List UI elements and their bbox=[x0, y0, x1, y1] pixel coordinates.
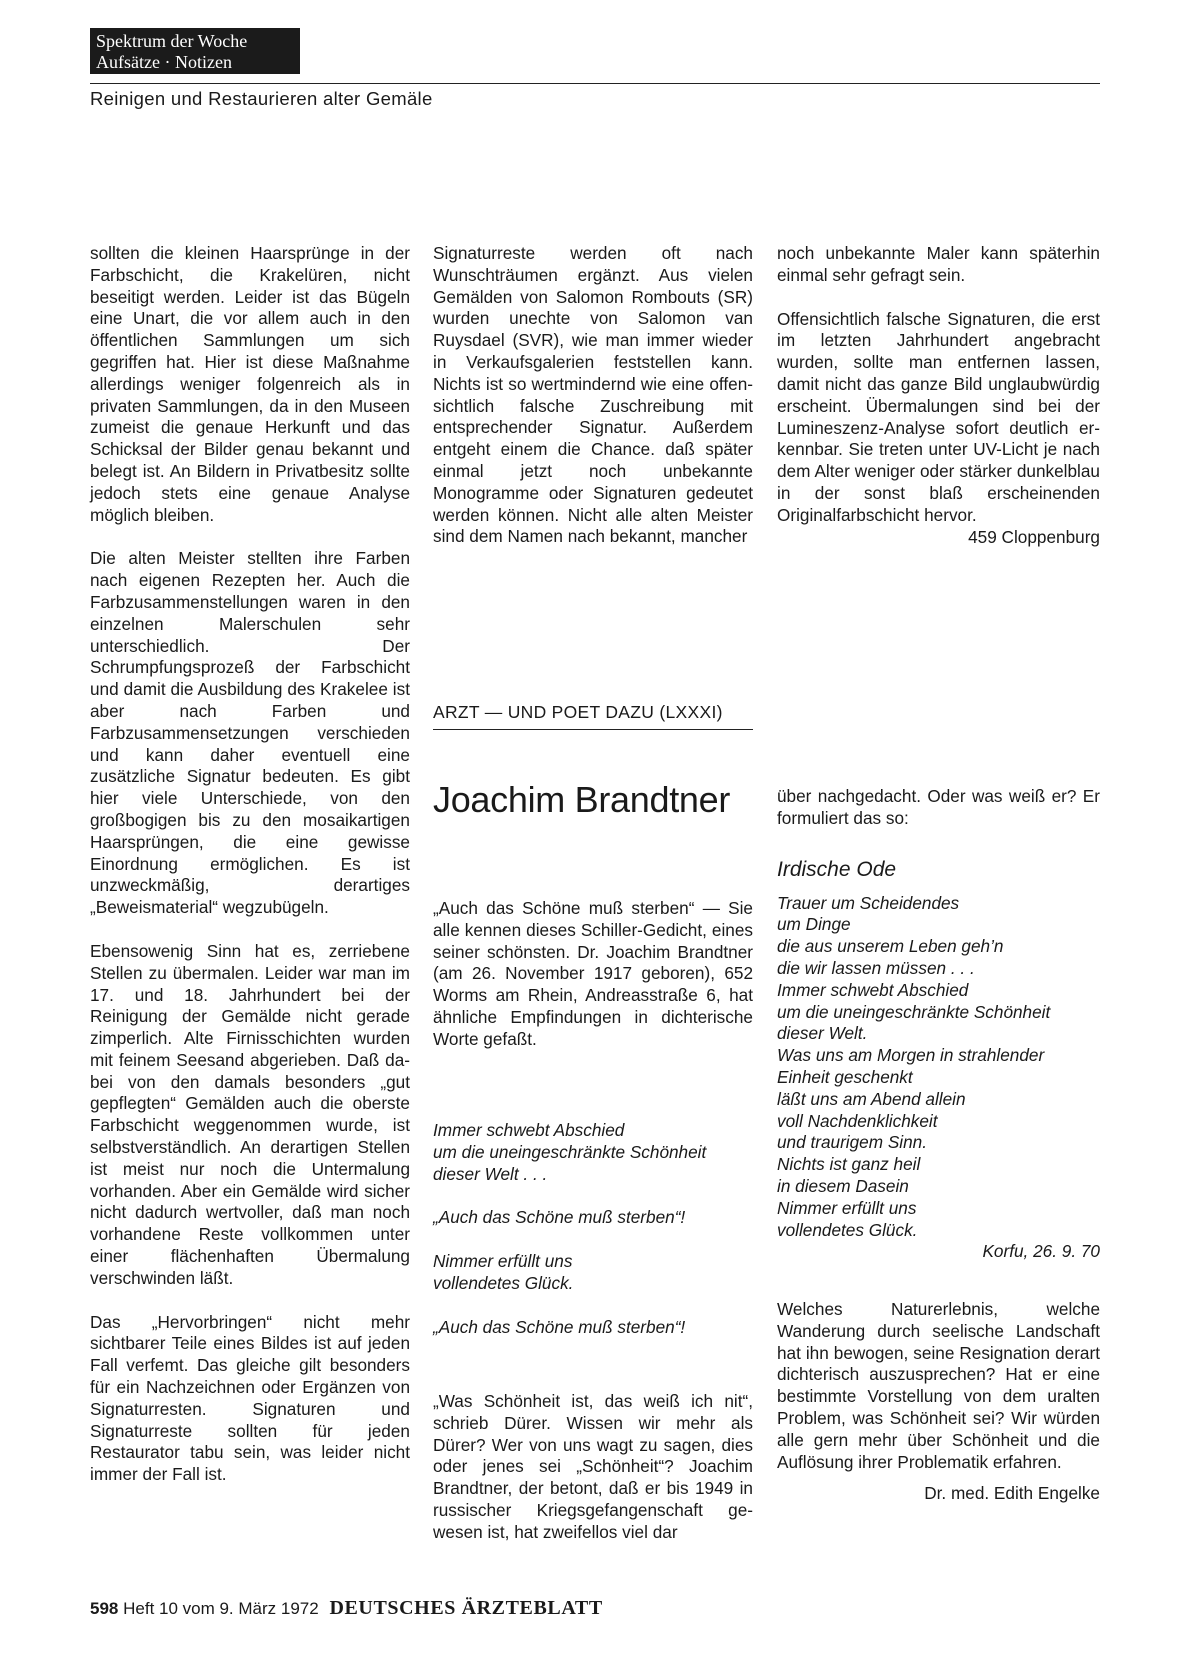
journal-name: DEUTSCHES ÄRZTEBLATT bbox=[329, 1597, 603, 1619]
verse-line: voll Nachdenklichkeit bbox=[777, 1110, 938, 1131]
column-2 bbox=[433, 243, 753, 548]
poem-title: Irdische Ode bbox=[777, 857, 897, 881]
paragraph: „Auch das Schöne muß sterben“ — Sie alle kennen dieses Schiller-Gedicht, eines seiner schönsten. Dr. Joachim Brandtner (am 26. November 1917 geboren), 652 Worms am Rhein, Andreasstraße 6, hat ähnliche Empfindungen in dichterische Worte gefaßt. bbox=[433, 898, 753, 1049]
verse-line: in diesem Dasein bbox=[777, 1175, 909, 1196]
series-title: ARZT — UND POET DAZU (LXXXI) bbox=[433, 702, 723, 722]
section-name: Spektrum der Woche bbox=[96, 31, 248, 51]
verse-line: vollendetes Glück. bbox=[777, 1219, 918, 1240]
poem-place-date: Korfu, 26. 9. 70 bbox=[982, 1241, 1100, 1262]
paragraph: sollten die kleinen Haarsprünge in der Farbschicht, die Krakelüren, nicht beseitigt werden. Leider ist das Bügeln eine Unart, die vor allem auch in den öffentlichen Sammlungen um sich gegriffen hat. Hier ist diese Maßnahme allerdings weniger folgenreich als in privaten Sammlungen, da in den Museen zumeist die genaue Herkunft und das Schicksal der Bilder genau bekannt und belegt ist. An Bildern in Privatbesitz sollte jedoch stets eine genaue Analyse möglich bleiben. bbox=[90, 243, 410, 525]
paragraph: Ebensowenig Sinn hat es, zerriebene Stellen zu übermalen. Leider war man im 17. und 18. Jahrhundert bei der Reinigung der Gemälde nicht gerade zimperlich. Alte Firnisschichten wurden mit feinem Seesand abgerieben. Daß dabei von den damals besonders „gut gepflegten“ Gemälden auch die oberste Farbschicht weggenommen wurde, ist selbstverständlich. An derartigen Stellen ist meist nur noch die Untermalung vorhanden. Aber ein Gemälde wird sicher nicht dadurch wertvoller, daß man noch vorhandene Reste vollkommen unter einer flächenhaften Übermalung verschwinden läßt. bbox=[90, 940, 410, 1288]
paragraph: Offensichtlich falsche Signaturen, die erst im letzten Jahrhundert angebracht wurden, sollte man entfernen lassen, damit nicht das ganze Bild unglaubwürdig erscheint. Übermalungen sind bei der Lumineszenz-Analyse sofort deutlich erkennbar. Sie treten unter UV-Licht je nach dem Alter weniger oder stärker dunkelblau in der sonst blaß erscheinenden Originalfarbschicht hervor. bbox=[777, 308, 1100, 525]
page-number: 598 bbox=[90, 1599, 119, 1618]
verse-line: Trauer um Scheidendes bbox=[777, 892, 960, 913]
column-3 bbox=[777, 243, 1100, 548]
verse-line: Was uns am Morgen in strahlender bbox=[777, 1045, 1045, 1066]
paragraph: Signaturreste werden oft nach Wunschträumen ergänzt. Aus vielen Gemälden von Salomon Rombouts (SR) wurden unechte von Salomon van Ruysdael (SVR), wie man immer wieder in Verkaufsgalerien feststellen kann. Nichts ist so wertmindernd wie eine offensichtlich falsche Zuschreibung mit entsprechender Signatur. Außerdem entgeht einem die Chance. daß später einmal jetzt noch unbekannte Monogramme oder Signaturen gedeutet werden können. Nicht alle alten Meister sind dem Namen nach bekannt, mancher bbox=[433, 243, 753, 547]
durer-paragraph bbox=[433, 1391, 753, 1544]
page-footer bbox=[90, 1597, 603, 1620]
paragraph: Die alten Meister stellten ihre Farben nach eigenen Rezepten her. Auch die Farbzusammenstellungen waren in den einzelnen Malerschulen sehr unterschiedlich. Der Schrumpfungsprozeß der Farbschicht und damit die Ausbildung des Krakelee ist aber nach Farben und Farbzusammensetzungen verschieden und kann daher eventuell eine zusätzliche Signatur bedeuten. Es gibt hier viele Unterschiede, von den großbogigen bis zu den mosaikartigen Haarsprüngen, die eine gewisse Einordnung ermöglichen. Es ist unzweckmäßig, derartiges „Beweismaterial“ wegzubügeln. bbox=[90, 548, 410, 918]
section-badge bbox=[90, 28, 300, 74]
paragraph: Welches Naturerlebnis, welche Wanderung durch seelische Landschaft hat ihn bewogen, seine Resignation derart dichterisch auszusprechen? Hat er eine bestimmte Vorstellung von dem uralten Problem, was Schönheit sei? Wir würden alle gern mehr über Schönheit und die Auflösung ihrer Problematik erfahren. bbox=[777, 1299, 1100, 1472]
verse-line: und traurigem Sinn. bbox=[777, 1132, 927, 1153]
verse-line: vollendetes Glück. bbox=[433, 1272, 574, 1293]
paragraph: noch unbekannte Maler kann späterhin einmal sehr gefragt sein. bbox=[777, 243, 1100, 285]
section-subtitle: Aufsätze · Notizen bbox=[96, 52, 232, 72]
closing-section bbox=[777, 1299, 1100, 1505]
refrain: „Auch das Schöne muß sterben“! bbox=[433, 1316, 686, 1337]
column-3-lower bbox=[777, 786, 1100, 1263]
verse-line: dieser Welt . . . bbox=[433, 1163, 548, 1184]
intro-paragraph bbox=[433, 898, 753, 1051]
verse-line: die aus unserem Leben geh’n bbox=[777, 936, 1004, 957]
article-signature: 459 Cloppenburg bbox=[968, 526, 1100, 547]
series-divider bbox=[433, 729, 753, 730]
paragraph: „Was Schönheit ist, das weiß ich nit“, schrieb Dürer. Wissen wir mehr als Dürer? Wer von uns wagt zu sagen, dies oder jenes sei „Schönheit“? Joachim Brandtner, der betont, daß er bis 1949 in russischer Kriegsgefangenschaft gewesen ist, hat zweifellos viel dar bbox=[433, 1391, 753, 1542]
verse-line: um die uneingeschränkte Schönheit bbox=[777, 1001, 1051, 1022]
issue-info: Heft 10 vom 9. März 1972 bbox=[123, 1599, 319, 1618]
article-title: Reinigen und Restaurieren alter Gemäle bbox=[90, 88, 433, 109]
poem bbox=[777, 893, 1100, 1242]
person-name: Joachim Brandtner bbox=[433, 779, 731, 820]
stanza bbox=[433, 1251, 753, 1295]
verse-line: Immer schwebt Abschied bbox=[777, 979, 969, 1000]
author-signature: Dr. med. Edith Engelke bbox=[924, 1483, 1100, 1504]
header-divider bbox=[90, 83, 1100, 84]
column-1 bbox=[90, 243, 410, 1486]
verse-line: Nimmer erfüllt uns bbox=[777, 1197, 917, 1218]
verse-line: Nichts ist ganz heil bbox=[777, 1154, 921, 1175]
verse-line: Immer schwebt Abschied bbox=[433, 1120, 625, 1140]
stanza bbox=[433, 1120, 753, 1185]
verse-line: um Dinge bbox=[777, 914, 851, 935]
verse-line: dieser Welt. bbox=[777, 1023, 868, 1044]
paragraph: über nachgedacht. Oder was weiß er? Er formuliert das so: bbox=[777, 786, 1100, 828]
verse-line: läßt uns am Abend allein bbox=[777, 1088, 966, 1109]
verse-line: Nimmer erfüllt uns bbox=[433, 1251, 573, 1272]
verse-line: die wir lassen müssen . . . bbox=[777, 957, 975, 978]
refrain: „Auch das Schöne muß sterben“! bbox=[433, 1207, 686, 1228]
paragraph: Das „Hervorbringen“ nicht mehr sichtbarer Teile eines Bildes ist auf jeden Fall verfemt. Das gleiche gilt besonders für ein Nachzeichnen oder Ergänzen von Signaturresten. Signaturen und Signaturreste sollten für jeden Restaurator tabu sein, was leider nicht immer der Fall ist. bbox=[90, 1311, 410, 1485]
verse-line: Einheit geschenkt bbox=[777, 1066, 913, 1087]
verse-line: um die uneingeschränkte Schönheit bbox=[433, 1141, 707, 1162]
poem-excerpt bbox=[433, 1120, 753, 1339]
